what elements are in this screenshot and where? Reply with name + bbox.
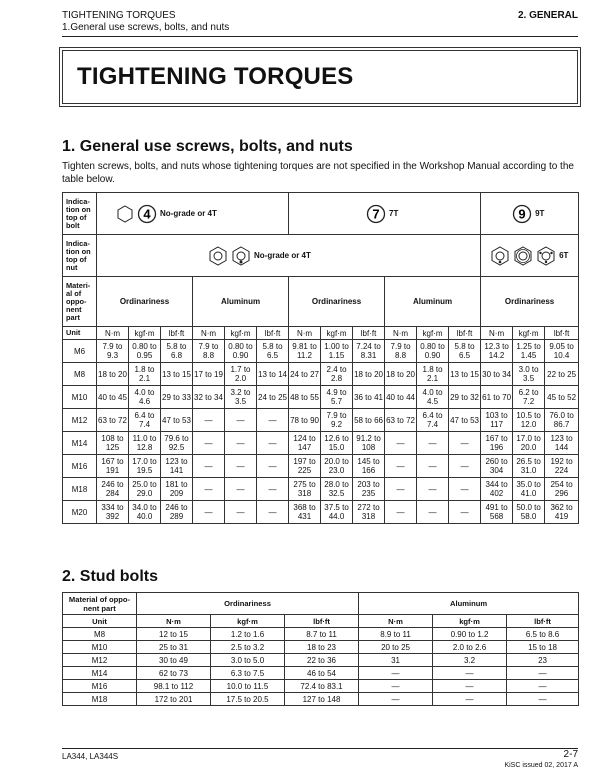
torque-value-cell: 246 to 289 xyxy=(161,501,193,524)
grade-7-mark: 7 xyxy=(372,206,380,221)
running-header xyxy=(62,10,578,34)
stud-size-cell: M10 xyxy=(63,641,137,654)
torque-value-cell: 34.0 to 40.0 xyxy=(129,501,161,524)
torque-value-cell: — xyxy=(257,478,289,501)
stud-material-ordinariness: Ordinariness xyxy=(137,593,359,615)
stud-torque-value-cell: — xyxy=(507,680,579,693)
unit-cell: lbf·ft xyxy=(449,327,481,340)
material-ordinariness-7t: Ordinariness xyxy=(289,277,385,327)
stud-torque-value-cell: 10.0 to 11.5 xyxy=(211,680,285,693)
header-rule xyxy=(62,36,578,37)
torque-value-cell: — xyxy=(193,409,225,432)
material-aluminum-4t: Aluminum xyxy=(193,277,289,327)
stud-torque-value-cell: 22 to 36 xyxy=(285,654,359,667)
table-row xyxy=(63,478,579,501)
torque-value-cell: 4.0 to 4.6 xyxy=(129,386,161,409)
torque-value-cell: 13 to 15 xyxy=(449,363,481,386)
stud-unit-cell: N·m xyxy=(137,615,211,628)
footer-rule xyxy=(62,748,578,749)
stud-unit-cell: lbf·ft xyxy=(507,615,579,628)
torque-value-cell: 5.8 to 6.5 xyxy=(449,340,481,363)
torque-value-cell: 334 to 392 xyxy=(97,501,129,524)
torque-value-cell: 7.9 to 8.8 xyxy=(193,340,225,363)
torque-value-cell: 7.9 to 9.3 xyxy=(97,340,129,363)
torque-value-cell: 63 to 72 xyxy=(97,409,129,432)
torque-table-body xyxy=(63,340,579,524)
torque-value-cell: 1.7 to 2.0 xyxy=(225,363,257,386)
stud-material-aluminum: Aluminum xyxy=(359,593,579,615)
stud-torque-value-cell: 8.7 to 11 xyxy=(285,628,359,641)
grade-6t-nut-cell xyxy=(481,235,579,277)
stud-size-cell: M14 xyxy=(63,667,137,680)
torque-value-cell: 26.5 to 31.0 xyxy=(513,455,545,478)
torque-value-cell: — xyxy=(225,501,257,524)
torque-value-cell: — xyxy=(225,409,257,432)
torque-value-cell: — xyxy=(193,432,225,455)
torque-value-cell: 491 to 568 xyxy=(481,501,513,524)
torque-value-cell: 0.80 to 0.90 xyxy=(225,340,257,363)
torque-value-cell: 167 to 196 xyxy=(481,432,513,455)
torque-value-cell: 6.4 to 7.4 xyxy=(417,409,449,432)
torque-value-cell: 36 to 41 xyxy=(353,386,385,409)
table-row xyxy=(63,340,579,363)
torque-value-cell: — xyxy=(225,478,257,501)
torque-value-cell: 25.0 to 29.0 xyxy=(129,478,161,501)
material-aluminum-7t: Aluminum xyxy=(385,277,481,327)
torque-value-cell: — xyxy=(449,501,481,524)
grade-7t-label: 7T xyxy=(389,209,399,218)
nut-indication-label: Indica-tion on top of nut xyxy=(63,235,97,277)
torque-value-cell: 1.8 to 2.1 xyxy=(129,363,161,386)
stud-unit-cell: kgf·m xyxy=(211,615,285,628)
torque-value-cell: 30 to 34 xyxy=(481,363,513,386)
stud-torque-value-cell: 31 xyxy=(359,654,433,667)
torque-value-cell: — xyxy=(417,478,449,501)
torque-value-cell: 362 to 419 xyxy=(545,501,579,524)
bolt-indication-label: Indica-tion on top of bolt xyxy=(63,193,97,235)
stud-torque-value-cell: 3.0 to 5.0 xyxy=(211,654,285,667)
table-row xyxy=(63,409,579,432)
material-label: Materi-al of oppo-nent part xyxy=(63,277,97,327)
torque-value-cell: 368 to 431 xyxy=(289,501,321,524)
title-box xyxy=(62,50,578,104)
torque-value-cell: 145 to 166 xyxy=(353,455,385,478)
header-section: TIGHTENING TORQUES xyxy=(62,10,176,21)
torque-value-cell: 272 to 318 xyxy=(353,501,385,524)
stud-torque-value-cell: — xyxy=(359,667,433,680)
hex-bolt-head-icon xyxy=(116,205,134,223)
torque-value-cell: 17 to 19 xyxy=(193,363,225,386)
torque-value-cell: 29 to 33 xyxy=(161,386,193,409)
stud-torque-value-cell: 0.90 to 1.2 xyxy=(433,628,507,641)
unit-cell: kgf·m xyxy=(225,327,257,340)
torque-value-cell: 32 to 34 xyxy=(193,386,225,409)
torque-value-cell: 7.9 to 9.2 xyxy=(321,409,353,432)
torque-value-cell: 123 to 144 xyxy=(545,432,579,455)
bolt-indication-row xyxy=(63,193,579,235)
hex-nut-icon xyxy=(208,246,228,266)
unit-cell: N·m xyxy=(289,327,321,340)
torque-value-cell: 20.0 to 23.0 xyxy=(321,455,353,478)
stud-torque-value-cell: — xyxy=(433,693,507,706)
stud-unit-cell: kgf·m xyxy=(433,615,507,628)
unit-label: Unit xyxy=(63,327,97,340)
torque-value-cell: 103 to 117 xyxy=(481,409,513,432)
stud-torque-value-cell: 12 to 15 xyxy=(137,628,211,641)
torque-value-cell: 17.0 to 20.0 xyxy=(513,432,545,455)
bolt-size-cell: M6 xyxy=(63,340,97,363)
torque-value-cell: 13 to 14 xyxy=(257,363,289,386)
hex-nut-marked-icon xyxy=(231,246,251,266)
stud-unit-row xyxy=(63,615,579,628)
torque-value-cell: 0.80 to 0.90 xyxy=(417,340,449,363)
unit-cell: N·m xyxy=(481,327,513,340)
torque-value-cell: 63 to 72 xyxy=(385,409,417,432)
grade-7-mark-icon xyxy=(366,204,386,224)
stud-unit-cell: lbf·ft xyxy=(285,615,359,628)
section2-heading: 2. Stud bolts xyxy=(62,568,158,585)
unit-cell: lbf·ft xyxy=(545,327,579,340)
torque-value-cell: 45 to 52 xyxy=(545,386,579,409)
torque-value-cell: — xyxy=(225,432,257,455)
torque-value-cell: 275 to 318 xyxy=(289,478,321,501)
table-row xyxy=(63,680,579,693)
footer-issue: KiSC issued 02, 2017 A xyxy=(504,762,578,769)
torque-value-cell: 181 to 209 xyxy=(161,478,193,501)
torque-value-cell: 28.0 to 32.5 xyxy=(321,478,353,501)
stud-torque-value-cell: 23 xyxy=(507,654,579,667)
stud-torque-value-cell: 2.0 to 2.6 xyxy=(433,641,507,654)
torque-value-cell: 11.0 to 12.8 xyxy=(129,432,161,455)
torque-value-cell: 40 to 44 xyxy=(385,386,417,409)
material-ordinariness-4t: Ordinariness xyxy=(97,277,193,327)
torque-value-cell: 13 to 15 xyxy=(161,363,193,386)
torque-value-cell: 22 to 25 xyxy=(545,363,579,386)
unit-cell: lbf·ft xyxy=(257,327,289,340)
stud-size-cell: M12 xyxy=(63,654,137,667)
torque-value-cell: 24 to 27 xyxy=(289,363,321,386)
table-row xyxy=(63,693,579,706)
torque-value-cell: 10.5 to 12.0 xyxy=(513,409,545,432)
torque-value-cell: 37.5 to 44.0 xyxy=(321,501,353,524)
torque-value-cell: 29 to 32 xyxy=(449,386,481,409)
stud-torque-value-cell: 172 to 201 xyxy=(137,693,211,706)
table-row xyxy=(63,455,579,478)
torque-value-cell: 344 to 402 xyxy=(481,478,513,501)
section1-heading: 1. General use screws, bolts, and nuts xyxy=(62,138,353,155)
unit-cell: lbf·ft xyxy=(161,327,193,340)
torque-value-cell: 1.00 to 1.15 xyxy=(321,340,353,363)
grade-4-mark: 4 xyxy=(143,206,151,221)
stud-torque-value-cell: — xyxy=(507,667,579,680)
header-chapter: 2. GENERAL xyxy=(517,10,578,21)
page-title: TIGHTENING TORQUES xyxy=(77,63,354,90)
stud-torque-value-cell: — xyxy=(433,680,507,693)
torque-value-cell: — xyxy=(449,455,481,478)
torque-value-cell: — xyxy=(385,501,417,524)
stud-torque-value-cell: 1.2 to 1.6 xyxy=(211,628,285,641)
stud-bolt-table xyxy=(62,592,579,706)
torque-value-cell: — xyxy=(385,455,417,478)
stud-torque-value-cell: 25 to 31 xyxy=(137,641,211,654)
torque-table xyxy=(62,192,579,524)
table-row xyxy=(63,654,579,667)
stud-material-label: Material of oppo-nent part xyxy=(63,593,137,615)
torque-value-cell: 124 to 147 xyxy=(289,432,321,455)
stud-torque-value-cell: 18 to 23 xyxy=(285,641,359,654)
torque-value-cell: 18 to 20 xyxy=(385,363,417,386)
torque-value-cell: 4.0 to 4.5 xyxy=(417,386,449,409)
torque-value-cell: — xyxy=(257,501,289,524)
unit-row xyxy=(63,327,579,340)
grade-4t-nut-cell xyxy=(97,235,481,277)
table-row xyxy=(63,667,579,680)
hex-nut-6t-a-icon xyxy=(490,246,510,266)
torque-value-cell: 203 to 235 xyxy=(353,478,385,501)
table-row xyxy=(63,363,579,386)
stud-torque-value-cell: 30 to 49 xyxy=(137,654,211,667)
torque-value-cell: — xyxy=(449,478,481,501)
torque-value-cell: 260 to 304 xyxy=(481,455,513,478)
torque-value-cell: 5.8 to 6.5 xyxy=(257,340,289,363)
grade-9t-label: 9T xyxy=(535,209,545,218)
torque-value-cell: 7.9 to 8.8 xyxy=(385,340,417,363)
footer-page-number: 2-7 xyxy=(563,749,578,760)
stud-torque-value-cell: 62 to 73 xyxy=(137,667,211,680)
torque-value-cell: 246 to 284 xyxy=(97,478,129,501)
torque-value-cell: 9.81 to 11.2 xyxy=(289,340,321,363)
nut-grade-6t-label: 6T xyxy=(559,251,569,260)
unit-cell: kgf·m xyxy=(513,327,545,340)
stud-torque-value-cell: 17.5 to 20.5 xyxy=(211,693,285,706)
footer-model: LA344, LA344S xyxy=(62,752,119,761)
torque-value-cell: 197 to 225 xyxy=(289,455,321,478)
stud-unit-cell: N·m xyxy=(359,615,433,628)
stud-torque-value-cell: 2.5 to 3.2 xyxy=(211,641,285,654)
unit-cell: N·m xyxy=(97,327,129,340)
torque-value-cell: — xyxy=(257,432,289,455)
torque-value-cell: 18 to 20 xyxy=(97,363,129,386)
stud-torque-value-cell: 98.1 to 112 xyxy=(137,680,211,693)
torque-value-cell: 167 to 191 xyxy=(97,455,129,478)
torque-value-cell: 192 to 224 xyxy=(545,455,579,478)
torque-value-cell: — xyxy=(193,501,225,524)
torque-value-cell: 3.0 to 3.5 xyxy=(513,363,545,386)
torque-value-cell: 48 to 55 xyxy=(289,386,321,409)
torque-value-cell: 4.9 to 5.7 xyxy=(321,386,353,409)
stud-size-cell: M16 xyxy=(63,680,137,693)
stud-torque-value-cell: 72.4 to 83.1 xyxy=(285,680,359,693)
torque-value-cell: — xyxy=(417,501,449,524)
bolt-size-cell: M14 xyxy=(63,432,97,455)
bolt-size-cell: M8 xyxy=(63,363,97,386)
torque-value-cell: — xyxy=(257,455,289,478)
torque-value-cell: 40 to 45 xyxy=(97,386,129,409)
stud-torque-value-cell: 6.3 to 7.5 xyxy=(211,667,285,680)
torque-value-cell: 50.0 to 58.0 xyxy=(513,501,545,524)
torque-value-cell: 76.0 to 86.7 xyxy=(545,409,579,432)
bolt-size-cell: M10 xyxy=(63,386,97,409)
material-row xyxy=(63,277,579,327)
torque-value-cell: 47 to 53 xyxy=(161,409,193,432)
torque-value-cell: 6.4 to 7.4 xyxy=(129,409,161,432)
table-row xyxy=(63,432,579,455)
grade-9t-bolt-cell xyxy=(481,193,579,235)
stud-size-cell: M8 xyxy=(63,628,137,641)
grade-9-mark-icon xyxy=(512,204,532,224)
hex-nut-6t-b-icon xyxy=(513,246,533,266)
torque-value-cell: 18 to 20 xyxy=(353,363,385,386)
stud-torque-value-cell: 127 to 148 xyxy=(285,693,359,706)
unit-cell: lbf·ft xyxy=(353,327,385,340)
stud-size-cell: M18 xyxy=(63,693,137,706)
torque-value-cell: 17.0 to 19.5 xyxy=(129,455,161,478)
section1-intro: Tighten screws, bolts, and nuts whose tightening torques are not specified in the Workshop Manual according to the table below. xyxy=(62,161,574,185)
stud-torque-value-cell: — xyxy=(507,693,579,706)
stud-torque-value-cell: 20 to 25 xyxy=(359,641,433,654)
stud-material-row xyxy=(63,593,579,615)
stud-torque-value-cell: 15 to 18 xyxy=(507,641,579,654)
torque-value-cell: 24 to 25 xyxy=(257,386,289,409)
unit-cell: kgf·m xyxy=(129,327,161,340)
stud-unit-label: Unit xyxy=(63,615,137,628)
table-row xyxy=(63,641,579,654)
torque-value-cell: 47 to 53 xyxy=(449,409,481,432)
torque-value-cell: 2.4 to 2.8 xyxy=(321,363,353,386)
torque-value-cell: 35.0 to 41.0 xyxy=(513,478,545,501)
table-row xyxy=(63,386,579,409)
nut-grade-4t-label: No-grade or 4T xyxy=(254,251,311,260)
torque-value-cell: — xyxy=(385,478,417,501)
stud-torque-value-cell: 46 to 54 xyxy=(285,667,359,680)
stud-torque-value-cell: 8.9 to 11 xyxy=(359,628,433,641)
torque-value-cell: 12.3 to 14.2 xyxy=(481,340,513,363)
torque-value-cell: 7.24 to 8.31 xyxy=(353,340,385,363)
nut-indication-row xyxy=(63,235,579,277)
stud-bolt-table-body xyxy=(63,628,579,706)
torque-value-cell: 61 to 70 xyxy=(481,386,513,409)
torque-value-cell: 5.8 to 6.8 xyxy=(161,340,193,363)
torque-value-cell: 12.6 to 15.0 xyxy=(321,432,353,455)
torque-value-cell: — xyxy=(225,455,257,478)
table-row xyxy=(63,501,579,524)
bolt-size-cell: M16 xyxy=(63,455,97,478)
torque-value-cell: 9.05 to 10.4 xyxy=(545,340,579,363)
torque-value-cell: 79.6 to 92.5 xyxy=(161,432,193,455)
torque-value-cell: 3.2 to 3.5 xyxy=(225,386,257,409)
unit-cell: kgf·m xyxy=(417,327,449,340)
bolt-size-cell: M18 xyxy=(63,478,97,501)
torque-value-cell: — xyxy=(385,432,417,455)
material-ordinariness-9t: Ordinariness xyxy=(481,277,579,327)
grade-4t-label: No-grade or 4T xyxy=(160,209,217,218)
stud-torque-value-cell: 3.2 xyxy=(433,654,507,667)
unit-cell: N·m xyxy=(193,327,225,340)
grade-9-mark: 9 xyxy=(518,206,526,221)
torque-value-cell: — xyxy=(417,455,449,478)
grade-4t-bolt-cell xyxy=(97,193,289,235)
stud-torque-value-cell: 6.5 to 8.6 xyxy=(507,628,579,641)
unit-cell: kgf·m xyxy=(321,327,353,340)
table-row xyxy=(63,628,579,641)
torque-value-cell: 1.25 to 1.45 xyxy=(513,340,545,363)
stud-torque-value-cell: — xyxy=(359,680,433,693)
torque-value-cell: — xyxy=(417,432,449,455)
torque-value-cell: 6.2 to 7.2 xyxy=(513,386,545,409)
torque-value-cell: 123 to 141 xyxy=(161,455,193,478)
torque-value-cell: — xyxy=(193,455,225,478)
grade-4-mark-icon xyxy=(137,204,157,224)
torque-value-cell: 1.8 to 2.1 xyxy=(417,363,449,386)
torque-value-cell: 91.2 to 108 xyxy=(353,432,385,455)
grade-7t-bolt-cell xyxy=(289,193,481,235)
stud-torque-value-cell: — xyxy=(359,693,433,706)
torque-value-cell: — xyxy=(193,478,225,501)
bolt-size-cell: M20 xyxy=(63,501,97,524)
unit-cell: N·m xyxy=(385,327,417,340)
torque-value-cell: 108 to 125 xyxy=(97,432,129,455)
torque-value-cell: 78 to 90 xyxy=(289,409,321,432)
torque-value-cell: 0.80 to 0.95 xyxy=(129,340,161,363)
torque-value-cell: — xyxy=(449,432,481,455)
header-subsection: 1.General use screws, bolts, and nuts xyxy=(62,22,230,33)
torque-value-cell: 254 to 296 xyxy=(545,478,579,501)
bolt-size-cell: M12 xyxy=(63,409,97,432)
hex-nut-6t-c-icon xyxy=(536,246,556,266)
torque-value-cell: 58 to 66 xyxy=(353,409,385,432)
torque-value-cell: — xyxy=(257,409,289,432)
stud-torque-value-cell: — xyxy=(433,667,507,680)
